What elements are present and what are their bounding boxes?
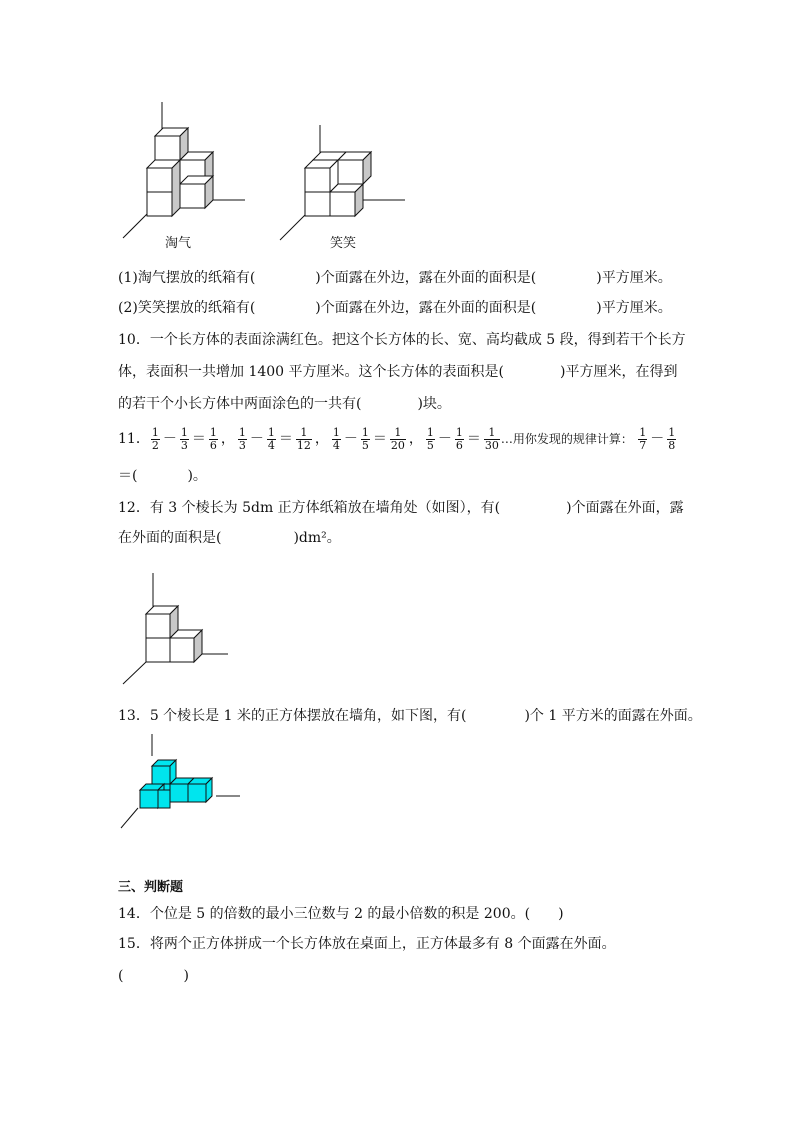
q10-line1: 10．一个长方体的表面涂满红色。把这个长方体的长、宽、高均截成 5 段，得到若干个长方 <box>118 332 686 348</box>
q11-term-1-b: $\frac{1}{4}$ <box>267 425 275 452</box>
q11-term-2-result: $\frac{1}{20}$ <box>390 425 405 452</box>
q9-part1: (1)淘气摆放的纸箱有( )个面露在外边，露在外面的面积是( )平方厘米。 <box>118 270 672 286</box>
q11-operator: － <box>437 431 452 447</box>
q11-term-3-result: $\frac{1}{30}$ <box>484 425 499 452</box>
figure-xiaoxiao-cubes <box>275 120 415 250</box>
q11-operator: ， <box>408 431 423 447</box>
q13-line1: 13．5 个棱长是 1 米的正方体摆放在墙角，如下图，有( )个 1 平方米的面露在外面。 <box>118 708 702 724</box>
q11-operator: － <box>162 431 177 447</box>
q11-operator: ＝ <box>466 431 481 447</box>
q14-line1: 14．个位是 5 的倍数的最小三位数与 2 的最小倍数的积是 200。( ) <box>118 906 564 922</box>
figure-q12-cubes <box>118 570 238 690</box>
figure-taoqi-cubes <box>115 100 255 250</box>
q15-line1: 15．将两个正方体拼成一个长方体放在桌面上，正方体最多有 8 个面露在外面。 <box>118 936 616 952</box>
q11-operator: － <box>343 431 358 447</box>
q11-term-0-result: $\frac{1}{6}$ <box>209 425 217 452</box>
q11-operator: － <box>249 431 264 447</box>
q12-line2: 在外面的面积是( )dm²。 <box>118 530 341 546</box>
q11-term-2-b: $\frac{1}{5}$ <box>361 425 369 452</box>
q11-term-0-a: $\frac{1}{2}$ <box>151 425 159 452</box>
q9-part2: (2)笑笑摆放的纸箱有( )个面露在外边，露在外面的面积是( )平方厘米。 <box>118 300 672 316</box>
q15-line2: ( ) <box>118 968 189 984</box>
q11-ask-b: $\frac{1}{8}$ <box>668 425 676 452</box>
figure-taoqi-caption: 淘气 <box>165 236 192 251</box>
q11-operator: ＝ <box>372 431 387 447</box>
q11-line2: ＝( )。 <box>118 468 207 484</box>
figure-q13-cyan-cubes <box>118 732 248 832</box>
q11-operator: ＝ <box>278 431 293 447</box>
q10-line3: 的若干个小长方体中两面涂色的一共有( )块。 <box>118 396 451 412</box>
q10-line2: 体，表面积一共增加 1400 平方厘米。这个长方体的表面积是( )平方厘米，在得到 <box>118 364 678 380</box>
q12-line1: 12．有 3 个棱长为 5dm 正方体纸箱放在墙角处（如图），有( )个面露在外面，露 <box>118 500 684 516</box>
q11-ask-a: $\frac{1}{7}$ <box>639 425 647 452</box>
section3-heading: 三、判断题 <box>118 880 184 895</box>
q11-term-3-b: $\frac{1}{6}$ <box>455 425 463 452</box>
q11-term-2-a: $\frac{1}{4}$ <box>332 425 340 452</box>
q11-operator: ＝ <box>191 431 206 447</box>
figure-xiaoxiao-caption: 笑笑 <box>330 236 357 251</box>
q11-term-1-result: $\frac{1}{12}$ <box>296 425 311 452</box>
q11-operator: ， <box>314 431 329 447</box>
q11-line1: 11． $\frac{1}{2}$ － $\frac{1}{3}$ ＝ $\frac{1}{6}$ ， $\frac{1}{3}$ － $\frac{1}{4}$ ＝ $\frac{1}{12}$ ， $\frac{1}{4}$ － $\frac{1}{5}$ ＝ $\frac{1}{20}$ ， $\frac{1}{5}$ － $\frac{1}{6}$ ＝ $\frac{1}{30}$ …用你发现的规律计算： $\frac{1}{7}$ － $\frac{1}{8}$ <box>118 424 677 454</box>
q11-operator: ， <box>220 431 235 447</box>
q11-term-0-b: $\frac{1}{3}$ <box>180 425 188 452</box>
q11-term-1-a: $\frac{1}{3}$ <box>238 425 246 452</box>
q11-term-3-a: $\frac{1}{5}$ <box>426 425 434 452</box>
